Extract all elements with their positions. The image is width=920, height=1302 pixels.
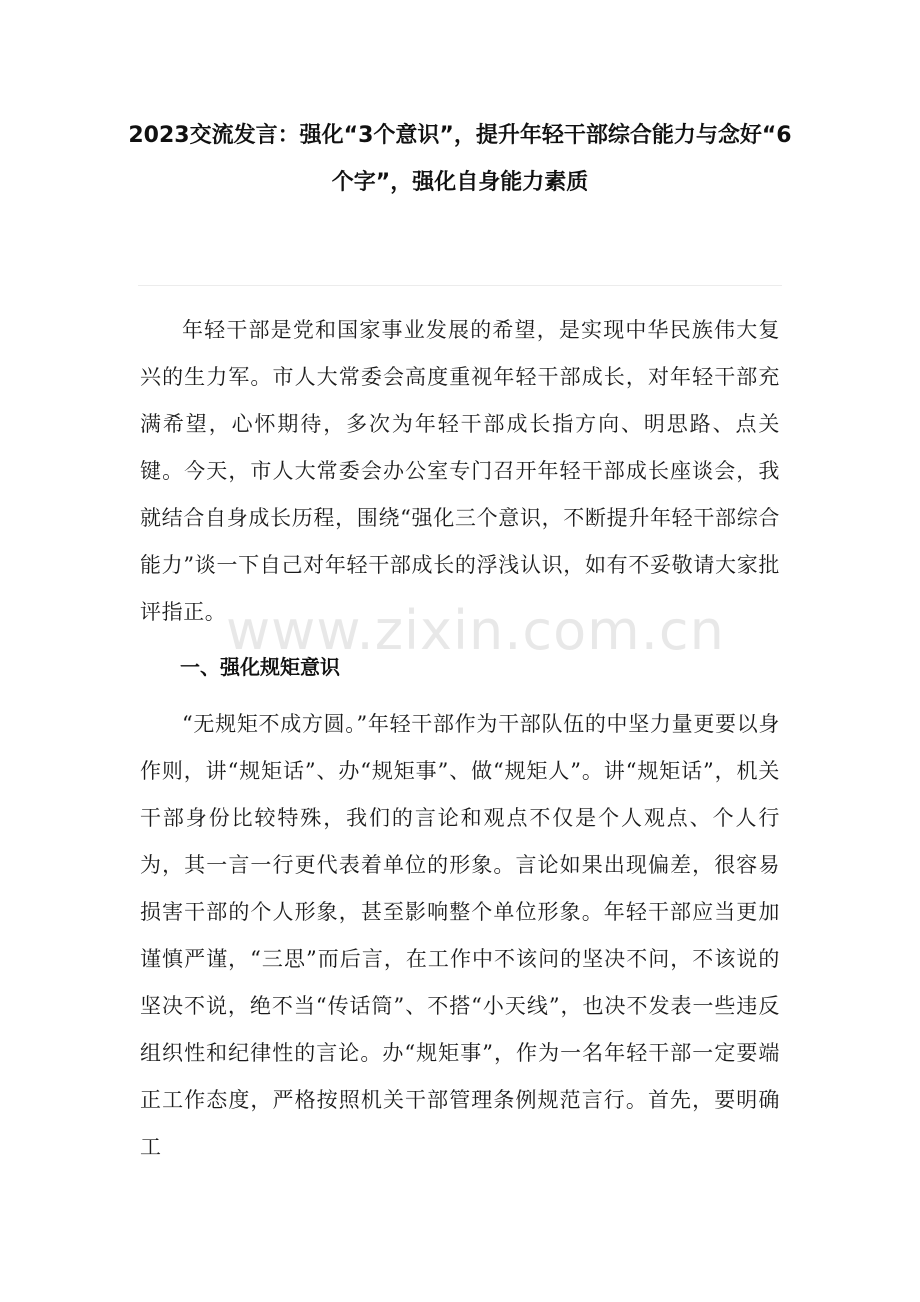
- intro-paragraph: 年轻干部是党和国家事业发展的希望，是实现中华民族伟大复兴的生力军。市人大常委会高度重视年轻干部成长，对年轻干部充满希望，心怀期待，多次为年轻干部成长指方向、明思路、点关键。今天，市人大常委会办公室专门召开年轻干部成长座谈会，我就结合自身成长历程，围绕“强化三个意识，不断提升年轻干部综合能力”谈一下自己对年轻干部成长的浮浅认识，如有不妥敬请大家批评指正。: [140, 318, 780, 624]
- title-divider: [138, 285, 782, 286]
- document-title: 2023交流发言：强化“3个意识”，提升年轻干部综合能力与念好“6个字”，强化自身能力素质: [128, 123, 792, 195]
- section-heading: 一、强化规矩意识: [180, 655, 340, 679]
- watermark: www.zixin.com.cn: [226, 599, 725, 662]
- document-body: [140, 307, 780, 1171]
- section-paragraph: “无规矩不成方圆。”年轻干部作为干部队伍的中坚力量更要以身作则，讲“规矩话”、办“规矩事”、做“规矩人”。讲“规矩话”，机关干部身份比较特殊，我们的言论和观点不仅是个人观点、个人行为，其一言一行更代表着单位的形象。言论如果出现偏差，很容易损害干部的个人形象，甚至影响整个单位形象。年轻干部应当更加谨慎严谨，“三思”而后言，在工作中不该问的坚决不问，不该说的坚决不说，绝不当“传话筒”、不搭“小天线”，也决不发表一些违反组织性和纪律性的言论。办“规矩事”，作为一名年轻干部一定要端正工作态度，严格按照机关干部管理条例规范言行。首先，要明确工: [140, 712, 780, 1159]
